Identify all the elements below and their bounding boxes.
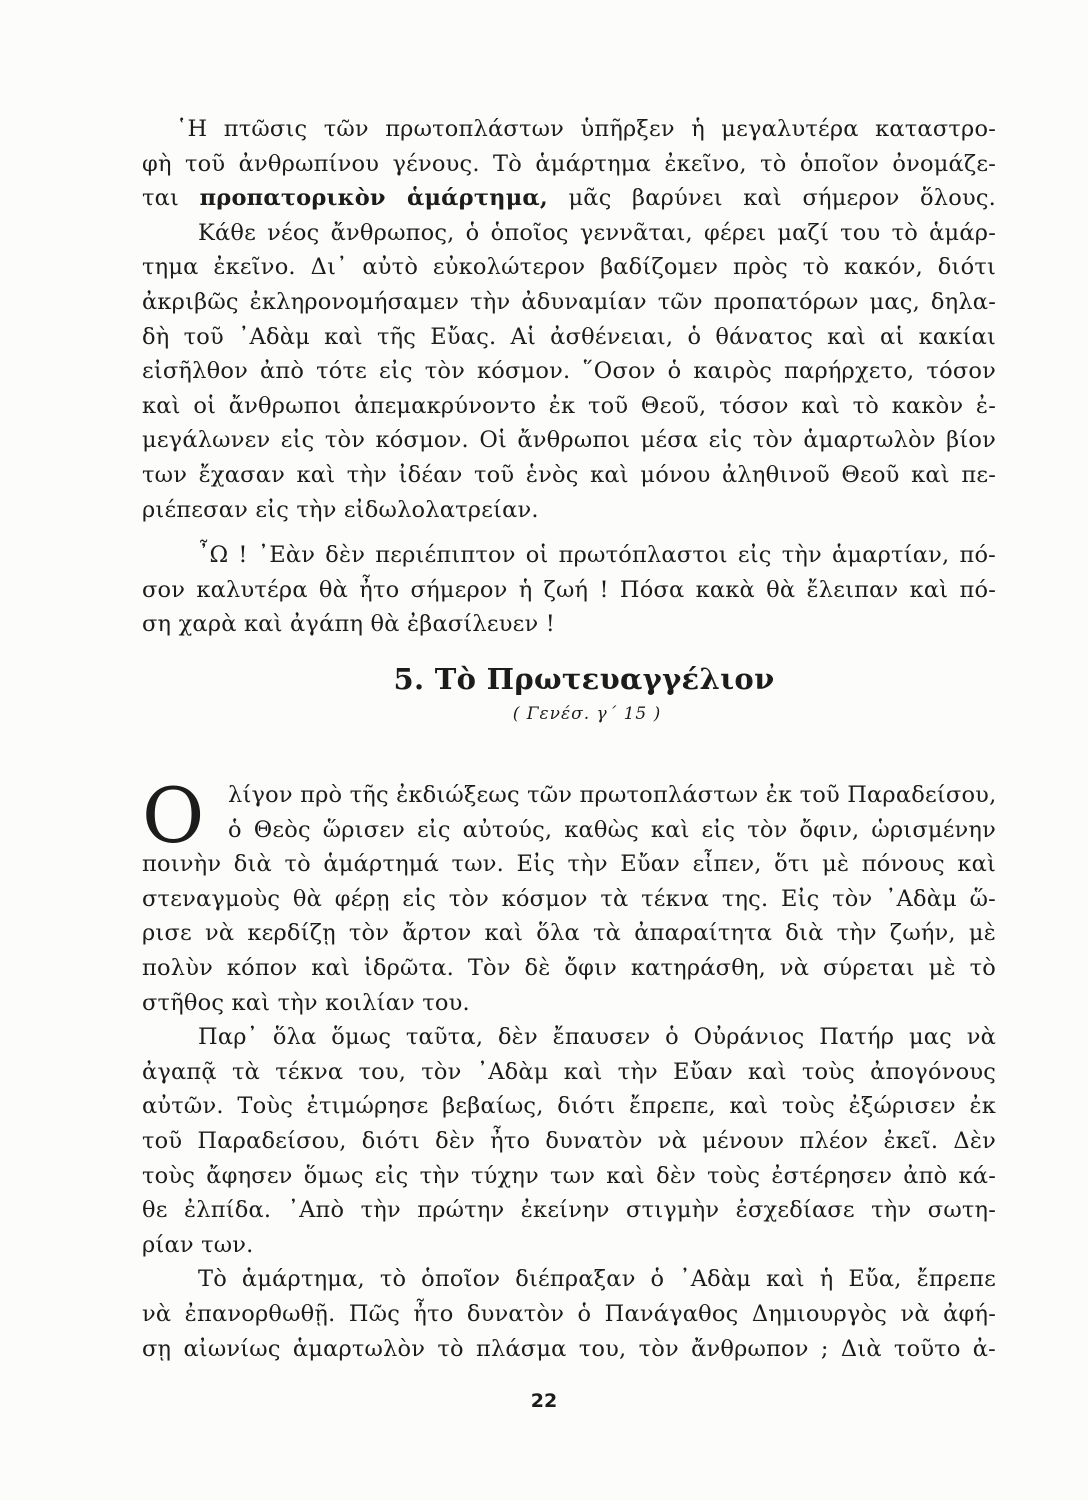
text-block-protevangelium [142, 771, 997, 1366]
text-line: τοὺς ἄφησεν ὅμως εἰς τὴν τύχην των καὶ δὲν τοὺς ἐστέρησεν ἀπὸ κά- [142, 1162, 996, 1189]
text-line: Παρ᾽ ὅλα ὅμως ταῦτα, δὲν ἔπαυσεν ὁ Οὐράνιος Πατήρ μας νὰ [198, 1024, 996, 1051]
text-fragment: μᾶς βαρύνει καὶ σήμερον ὅλους. [568, 185, 996, 212]
text-line: ρισε νὰ κερδίζῃ τὸν ἄρτον καὶ ὅλα τὰ ἀπαραίτητα διὰ τὴν ζωήν, μὲ [142, 920, 996, 947]
text-block-intro [142, 112, 996, 527]
text-block-exclamation [142, 538, 996, 642]
text-line: ποινὴν διὰ τὸ ἁμάρτημά των. Εἰς τὴν Εὔαν εἶπεν, ὅτι μὲ πόνους καὶ [142, 851, 996, 878]
text-line: ἀγαπᾷ τὰ τέκνα του, τὸν ᾿Αδὰμ καὶ τὴν Εὔαν καὶ τοὺς ἀπογόνους [142, 1058, 996, 1085]
text-fragment: ται [142, 185, 180, 212]
text-line: ῾Η πτῶσις τῶν πρωτοπλάστων ὑπῆρξεν ἡ μεγαλυτέρα καταστρο- [176, 116, 996, 142]
text-line-with-emphasis [142, 181, 996, 216]
text-line: μεγάλωνεν εἰς τὸν κόσμον. Οἱ ἄνθρωποι μέσα εἰς τὸν ἁμαρτωλὸν βίον [142, 427, 996, 454]
drop-cap-letter: Ο [142, 771, 205, 860]
scripture-reference: ( Γενέσ. γ΄ 15 ) [512, 704, 662, 724]
text-line: ῏Ω ! ᾿Εὰν δὲν περιέπιπτον οἱ πρωτόπλαστοι εἰς τὴν ἁμαρτίαν, πό- [198, 542, 996, 568]
section-heading [0, 662, 1088, 724]
text-line: θε ἐλπίδα. ᾿Απὸ τὴν πρώτην ἐκείνην στιγμὴν ἐσχεδίασε τὴν σωτη- [142, 1197, 996, 1224]
text-line: ρίαν των. [142, 1231, 254, 1258]
text-line: σῃ αἰωνίως ἁμαρτωλὸν τὸ πλάσμα του, τὸν ἄνθρωπον ; Διὰ τοῦτο ἀ- [142, 1335, 996, 1362]
text-line: τοῦ Παραδείσου, διότι δὲν ἦτο δυνατὸν νὰ μένουν πλέον ἐκεῖ. Δὲν [142, 1127, 996, 1154]
text-line: στῆθος καὶ τὴν κοιλίαν του. [142, 989, 470, 1016]
text-line: πολὺν κόπον καὶ ἱδρῶτα. Τὸν δὲ ὄφιν κατηράσθη, νὰ σύρεται μὲ τὸ [142, 954, 996, 981]
text-line: τημα ἐκεῖνο. Δι᾽ αὐτὸ εὐκολώτερον βαδίζομεν πρὸς τὸ κακόν, διότι [142, 254, 996, 281]
text-line: στεναγμοὺς θὰ φέρῃ εἰς τὸν κόσμον τὰ τέκνα της. Εἰς τὸν ᾿Αδὰμ ὥ- [142, 885, 996, 912]
text-line: των ἔχασαν καὶ τὴν ἰδέαν τοῦ ἑνὸς καὶ μόνου ἀληθινοῦ Θεοῦ καὶ πε- [142, 461, 996, 488]
text-line: ὁ Θεὸς ὥρισεν εἰς αὐτούς, καθὼς καὶ εἰς τὸν ὄφιν, ὡρισμένην [228, 816, 996, 843]
page-number: 22 [530, 1390, 558, 1412]
text-line: εἰσῆλθον ἀπὸ τότε εἰς τὸν κόσμον. ῞Οσον ὁ καιρὸς παρήρχετο, τόσον [142, 358, 996, 385]
text-line: Κάθε νέος ἄνθρωπος, ὁ ὁποῖος γεννᾶται, φέρει μαζί του τὸ ἁμάρ- [198, 219, 996, 246]
text-line: νὰ ἐπανορθωθῇ. Πῶς ἦτο δυνατὸν ὁ Πανάγαθος Δημιουργὸς νὰ ἀφή- [142, 1300, 996, 1327]
text-line: ριέπεσαν εἰς τὴν εἰδωλολατρείαν. [142, 496, 539, 523]
text-line: σον καλυτέρα θὰ ἦτο σήμερον ἡ ζωή ! Πόσα κακὰ θὰ ἔλειπαν καὶ πό- [142, 576, 996, 603]
text-line: λίγον πρὸ τῆς ἐκδιώξεως τῶν πρωτοπλάστων ἐκ τοῦ Παραδείσου, [228, 782, 997, 808]
text-line: Τὸ ἁμάρτημα, τὸ ὁποῖον διέπραξαν ὁ ᾿Αδὰμ καὶ ἡ Εὔα, ἔπρεπε [198, 1266, 996, 1293]
text-line: καὶ οἱ ἄνθρωποι ἀπεμακρύνοντο ἐκ τοῦ Θεοῦ, τόσον καὶ τὸ κακὸν ἐ- [142, 392, 996, 419]
text-line: ση χαρὰ καὶ ἀγάπη θὰ ἐβασίλευεν ! [142, 611, 555, 638]
text-line: ἀκριβῶς ἐκληρονομήσαμεν τὴν ἀδυναμίαν τῶν προπατόρων μας, δηλα- [142, 288, 996, 315]
text-line: φὴ τοῦ ἀνθρωπίνου γένους. Τὸ ἁμάρτημα ἐκεῖνο, τὸ ὁποῖον ὀνομάζε- [142, 150, 996, 177]
emphasized-term: προπατορικὸν ἁμάρτημα, [199, 185, 548, 212]
section-title: 5. Τὸ Πρωτευαγγέλιον [393, 662, 775, 696]
text-line: αὐτῶν. Τοὺς ἐτιμώρησε βεβαίως, διότι ἔπρεπε, καὶ τοὺς ἐξώρισεν ἐκ [142, 1093, 996, 1120]
text-line: δὴ τοῦ ᾿Αδὰμ καὶ τῆς Εὔας. Αἱ ἀσθένειαι, ὁ θάνατος καὶ αἱ κακίαι [142, 323, 996, 350]
